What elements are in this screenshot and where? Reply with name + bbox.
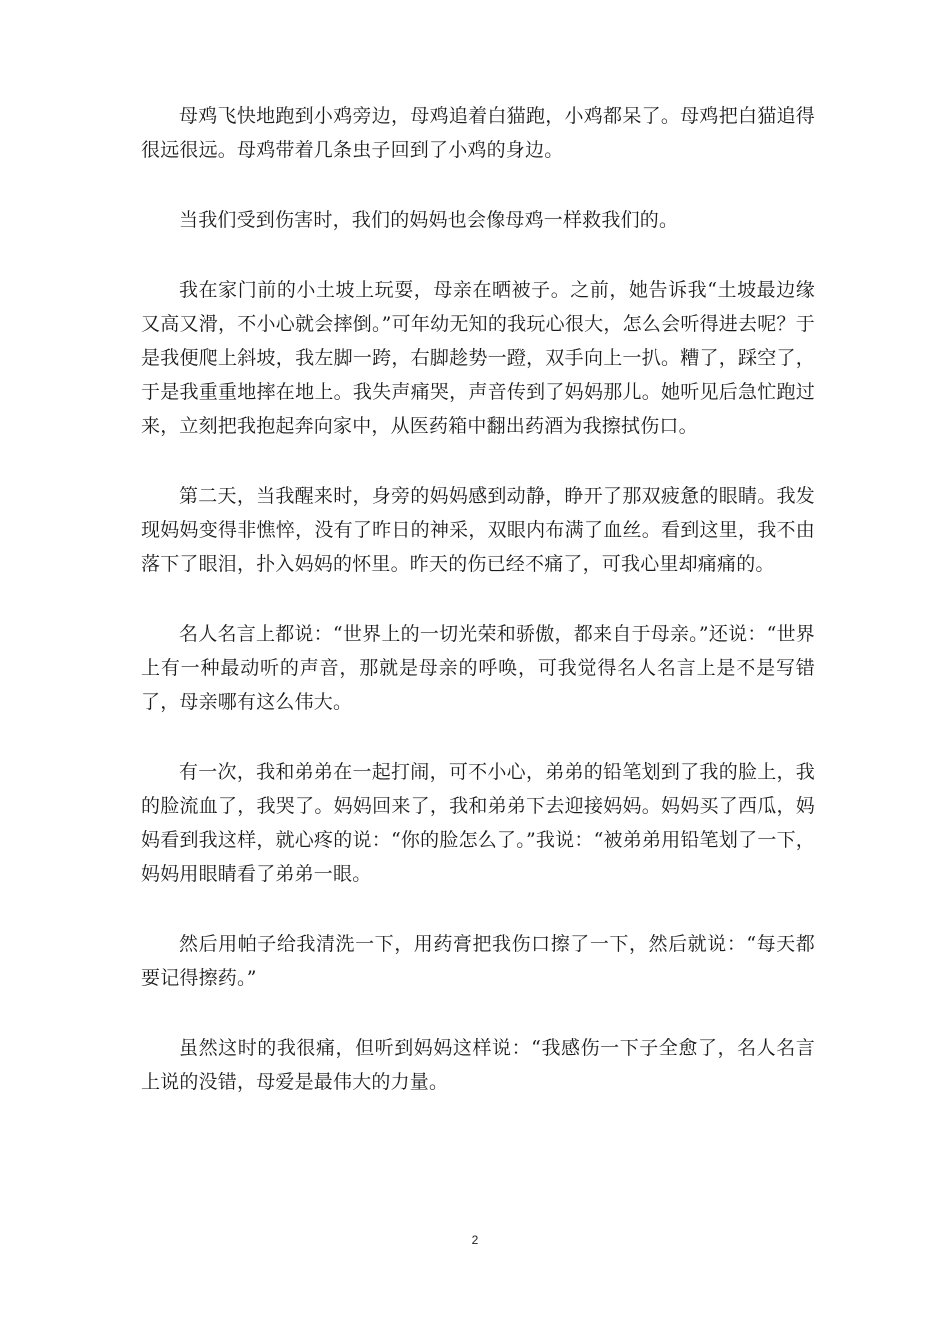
paragraph: 然后用帕子给我清洗一下，用药膏把我伤口擦了一下，然后就说：“每天都要记得擦药。” xyxy=(141,933,815,989)
paragraph: 当我们受到伤害时，我们的妈妈也会像母鸡一样救我们的。 xyxy=(179,209,679,231)
paragraph: 虽然这时的我很痛，但听到妈妈这样说：“我感伤一下子全愈了，名人名言上说的没错，母爱是最伟大的力量。 xyxy=(141,1037,815,1093)
paragraph: 有一次，我和弟弟在一起打闹，可不小心，弟弟的铅笔划到了我的脸上，我的脸流血了，我哭了。妈妈回来了，我和弟弟下去迎接妈妈。妈妈买了西瓜，妈妈看到我这样，就心疼的说：“你的脸怎么了。”我说：“被弟弟用铅笔划了一下，妈妈用眼睛看了弟弟一眼。 xyxy=(141,761,815,885)
paragraph: 母鸡飞快地跑到小鸡旁边，母鸡追着白猫跑，小鸡都呆了。母鸡把白猫追得很远很远。母鸡带着几条虫子回到了小鸡的身边。 xyxy=(141,105,815,161)
page-body xyxy=(141,99,815,1099)
paragraph: 名人名言上都说：“世界上的一切光荣和骄傲，都来自于母亲。”还说：“世界上有一种最动听的声音，那就是母亲的呼唤，可我觉得名人名言上是不是写错了，母亲哪有这么伟大。 xyxy=(141,623,815,713)
paragraph: 我在家门前的小土坡上玩耍，母亲在晒被子。之前，她告诉我“土坡最边缘又高又滑，不小心就会摔倒。”可年幼无知的我玩心很大，怎么会听得进去呢？于是我便爬上斜坡，我左脚一跨，右脚趁势一蹬，双手向上一扒。糟了，踩空了，于是我重重地摔在地上。我失声痛哭，声音传到了妈妈那儿。她听见后急忙跑过来，立刻把我抱起奔向家中，从医药箱中翻出药酒为我擦拭伤口。 xyxy=(141,279,815,437)
paragraph: 第二天，当我醒来时，身旁的妈妈感到动静，睁开了那双疲惫的眼睛。我发现妈妈变得非憔悴，没有了昨日的神采，双眼内布满了血丝。看到这里，我不由落下了眼泪，扑入妈妈的怀里。昨天的伤已经不痛了，可我心里却痛痛的。 xyxy=(141,485,815,575)
page-number: 2 xyxy=(471,1233,479,1247)
